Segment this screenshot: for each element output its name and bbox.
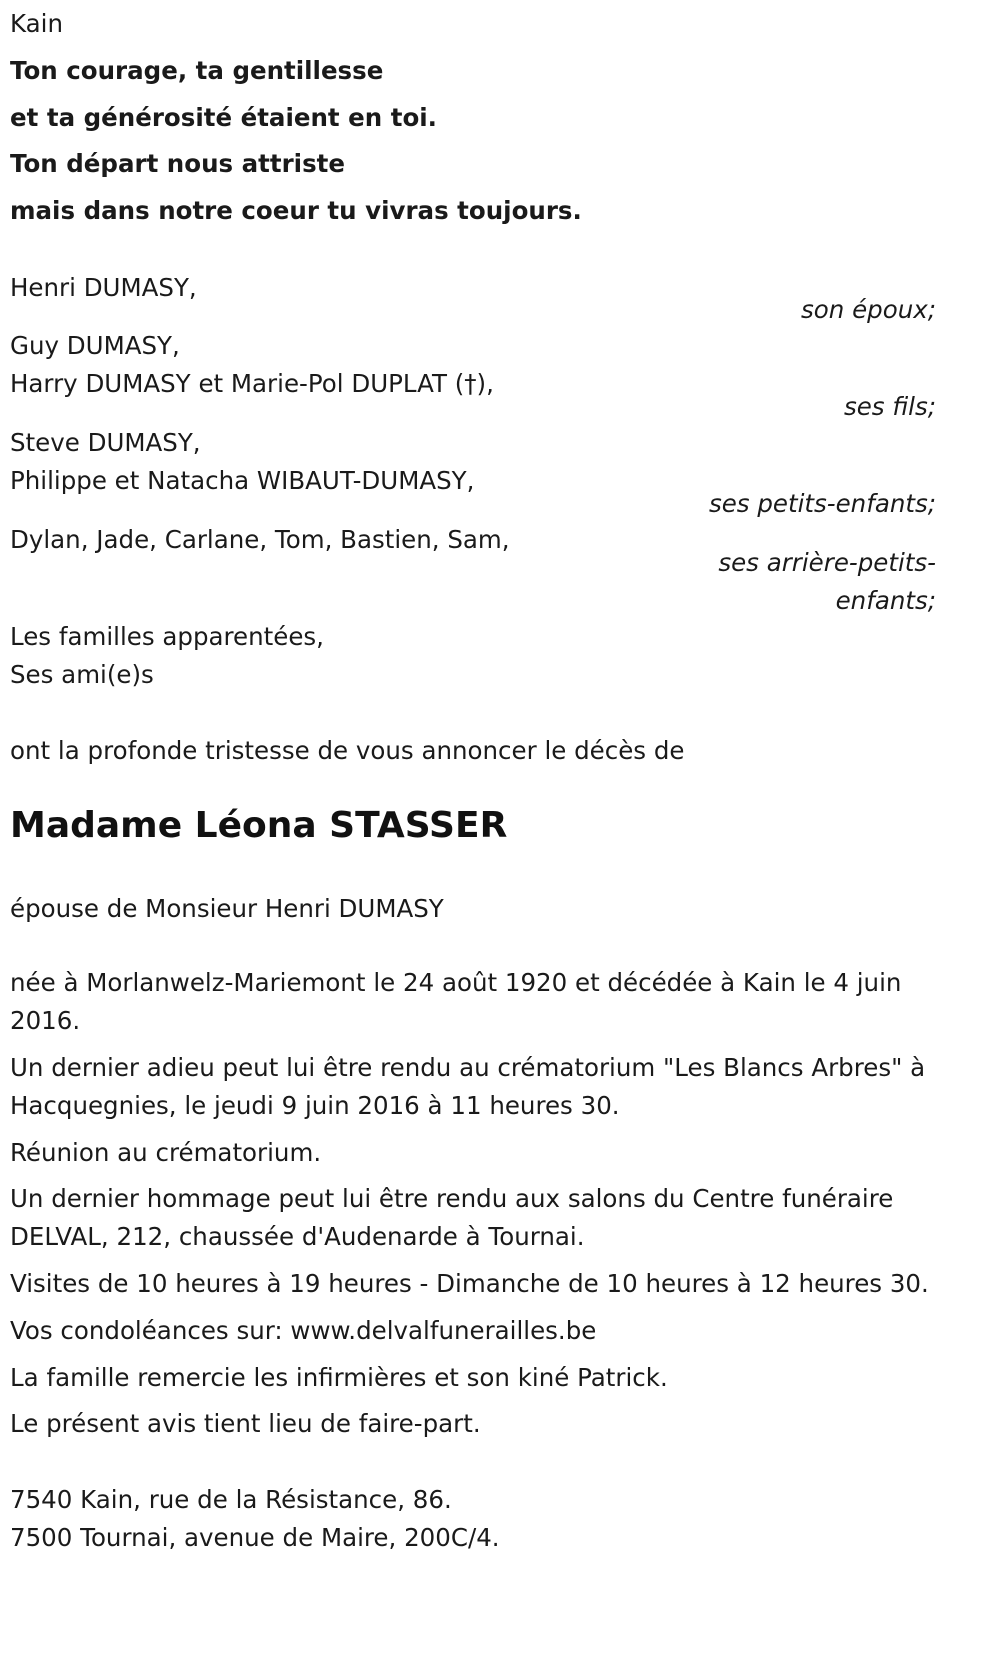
visits: Visites de 10 heures à 19 heures - Dimanche de 10 heures à 12 heures 30. xyxy=(10,1269,929,1298)
poem-line: et ta générosité étaient en toi. xyxy=(10,103,437,132)
condolences: Vos condoléances sur: www.delvalfunerailles.be xyxy=(10,1316,597,1345)
spouse-of: épouse de Monsieur Henri DUMASY xyxy=(10,894,444,923)
friends: Ses ami(e)s xyxy=(10,660,154,689)
homage: Un dernier hommage peut lui être rendu aux salons du Centre funéraire DELVAL, 212, chaussée d'Audenarde à Tournai. xyxy=(10,1184,894,1251)
reunion: Réunion au crématorium. xyxy=(10,1138,322,1167)
birth-death: née à Morlanwelz-Mariemont le 24 août 1920 et décédée à Kain le 4 juin 2016. xyxy=(10,968,902,1035)
grandchild-name: Philippe et Natacha WIBAUT-DUMASY, xyxy=(10,466,475,495)
grandchild-name: Steve DUMASY, xyxy=(10,428,201,457)
announcement: ont la profonde tristesse de vous annoncer le décès de xyxy=(10,736,685,765)
great-grandchildren-role: enfants; xyxy=(835,586,936,615)
poem-line: Ton départ nous attriste xyxy=(10,149,345,178)
address-line: 7500 Tournai, avenue de Maire, 200C/4. xyxy=(10,1523,500,1552)
son-name: Guy DUMASY, xyxy=(10,331,180,360)
great-grandchildren-names: Dylan, Jade, Carlane, Tom, Bastien, Sam, xyxy=(10,525,510,554)
farewell: Un dernier adieu peut lui être rendu au crématorium "Les Blancs Arbres" à Hacquegnies, le jeudi 9 juin 2016 à 11 heures 30. xyxy=(10,1053,926,1120)
notice: Le présent avis tient lieu de faire-part. xyxy=(10,1409,481,1438)
address-line: 7540 Kain, rue de la Résistance, 86. xyxy=(10,1485,452,1514)
relatives: Les familles apparentées, xyxy=(10,622,324,651)
deceased-name: Madame Léona STASSER xyxy=(10,805,508,846)
spouse-name: Henri DUMASY, xyxy=(10,273,197,302)
son-name: Harry DUMASY et Marie-Pol DUPLAT (†), xyxy=(10,369,494,398)
spouse-role: son époux; xyxy=(801,295,936,324)
location: Kain xyxy=(10,9,63,38)
great-grandchildren-role: ses arrière-petits- xyxy=(718,548,936,577)
sons-role: ses fils; xyxy=(843,392,936,421)
poem-line: mais dans notre coeur tu vivras toujours. xyxy=(10,196,582,225)
thanks: La famille remercie les infirmières et son kiné Patrick. xyxy=(10,1363,668,1392)
poem-line: Ton courage, ta gentillesse xyxy=(10,56,384,85)
grandchildren-role: ses petits-enfants; xyxy=(708,489,936,518)
